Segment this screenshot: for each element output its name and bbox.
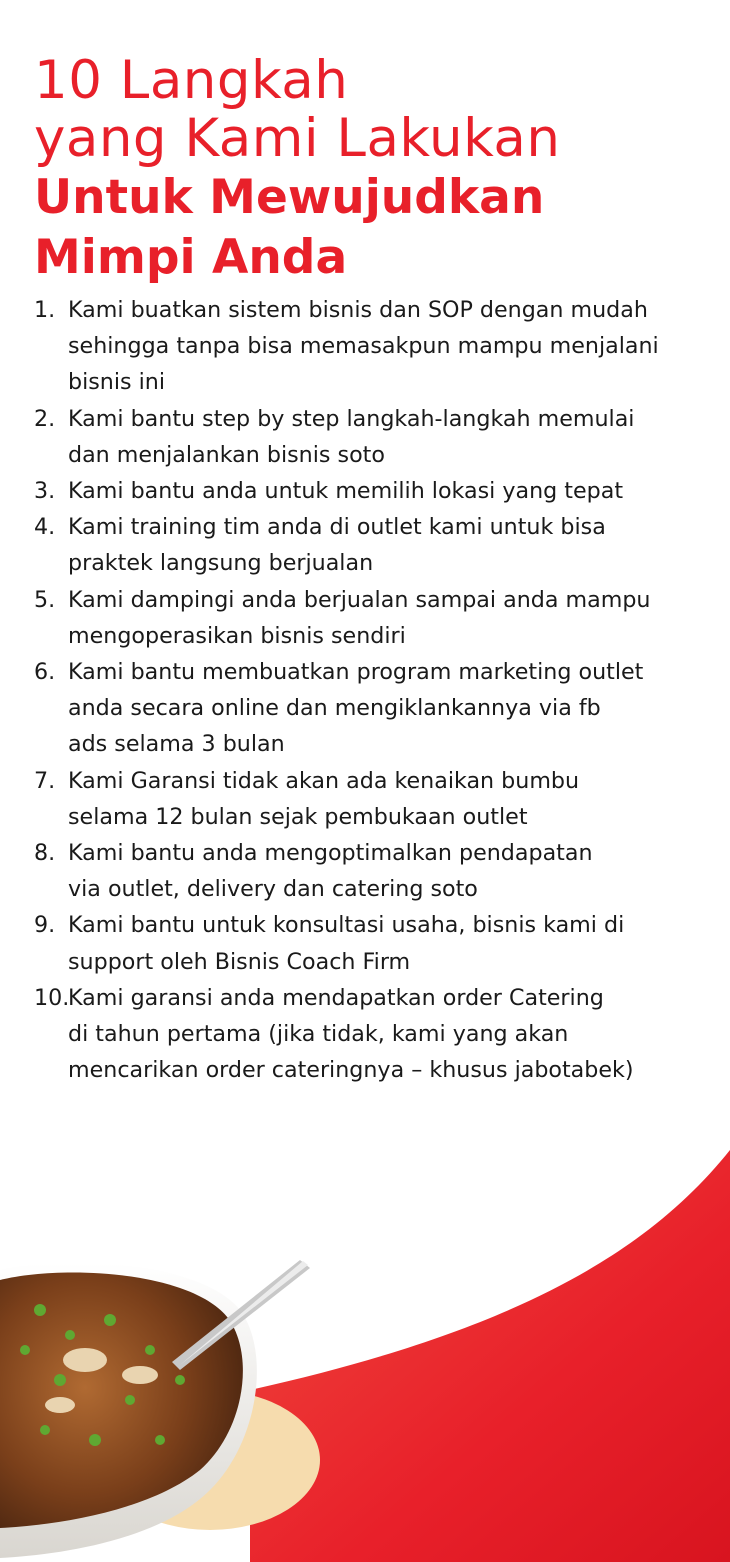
step-number: 6.: [34, 659, 56, 686]
step-text: Kami training tim anda di outlet kami untuk bisa praktek langsung berjualan: [68, 514, 606, 577]
headline-line-4: Mimpi Anda: [34, 230, 348, 285]
steps-list: [34, 292, 724, 1088]
step-text: Kami dampingi anda berjualan sampai anda mampu mengoperasikan bisnis sendiri: [68, 586, 651, 649]
step-number: 7.: [34, 767, 56, 794]
step-text: Kami buatkan sistem bisnis dan SOP dengan mudah sehingga tanpa bisa memasakpun mampu menjalani bisnis ini: [68, 297, 659, 396]
step-item-9: [34, 907, 724, 979]
step-text: Kami bantu anda untuk memilih lokasi yang tepat: [68, 478, 624, 505]
step-number: 5.: [34, 586, 56, 613]
step-text: Kami bantu anda mengoptimalkan pendapatan via outlet, delivery dan catering soto: [68, 840, 593, 903]
step-item-7: [34, 763, 724, 835]
step-number: 1.: [34, 297, 56, 323]
step-number: 10.: [34, 984, 70, 1011]
step-number: 3.: [34, 478, 56, 505]
step-item-1: [34, 292, 724, 401]
step-item-4: [34, 509, 724, 581]
step-item-6: [34, 654, 724, 763]
step-text: Kami garansi anda mendapatkan order Catering di tahun pertama (jika tidak, kami yang akan mencarikan order cateringnya – khusus jabotabek): [68, 984, 634, 1084]
step-number: 9.: [34, 912, 56, 939]
headline-line-2: yang Kami Lakukan: [34, 108, 561, 169]
step-number: 2.: [34, 405, 56, 432]
step-item-10: [34, 980, 724, 1089]
headline-line-1: 10 Langkah: [34, 50, 349, 111]
step-item-5: [34, 582, 724, 654]
step-number: 8.: [34, 840, 56, 867]
step-text: Kami bantu untuk konsultasi usaha, bisnis kami di support oleh Bisnis Coach Firm: [68, 912, 625, 975]
headline-line-3: Untuk Mewujudkan: [34, 170, 545, 225]
step-item-2: [34, 401, 724, 473]
step-text: Kami bantu membuatkan program marketing outlet anda secara online dan mengiklankannya via fb ads selama 3 bulan: [68, 659, 644, 758]
step-item-8: [34, 835, 724, 907]
step-number: 4.: [34, 514, 56, 541]
soto-bowl-image: [0, 1240, 330, 1562]
step-text: Kami bantu step by step langkah-langkah memulai dan menjalankan bisnis soto: [68, 405, 635, 468]
headline: [34, 52, 714, 288]
step-item-3: [34, 473, 724, 509]
step-text: Kami Garansi tidak akan ada kenaikan bumbu selama 12 bulan sejak pembukaan outlet: [68, 767, 580, 830]
